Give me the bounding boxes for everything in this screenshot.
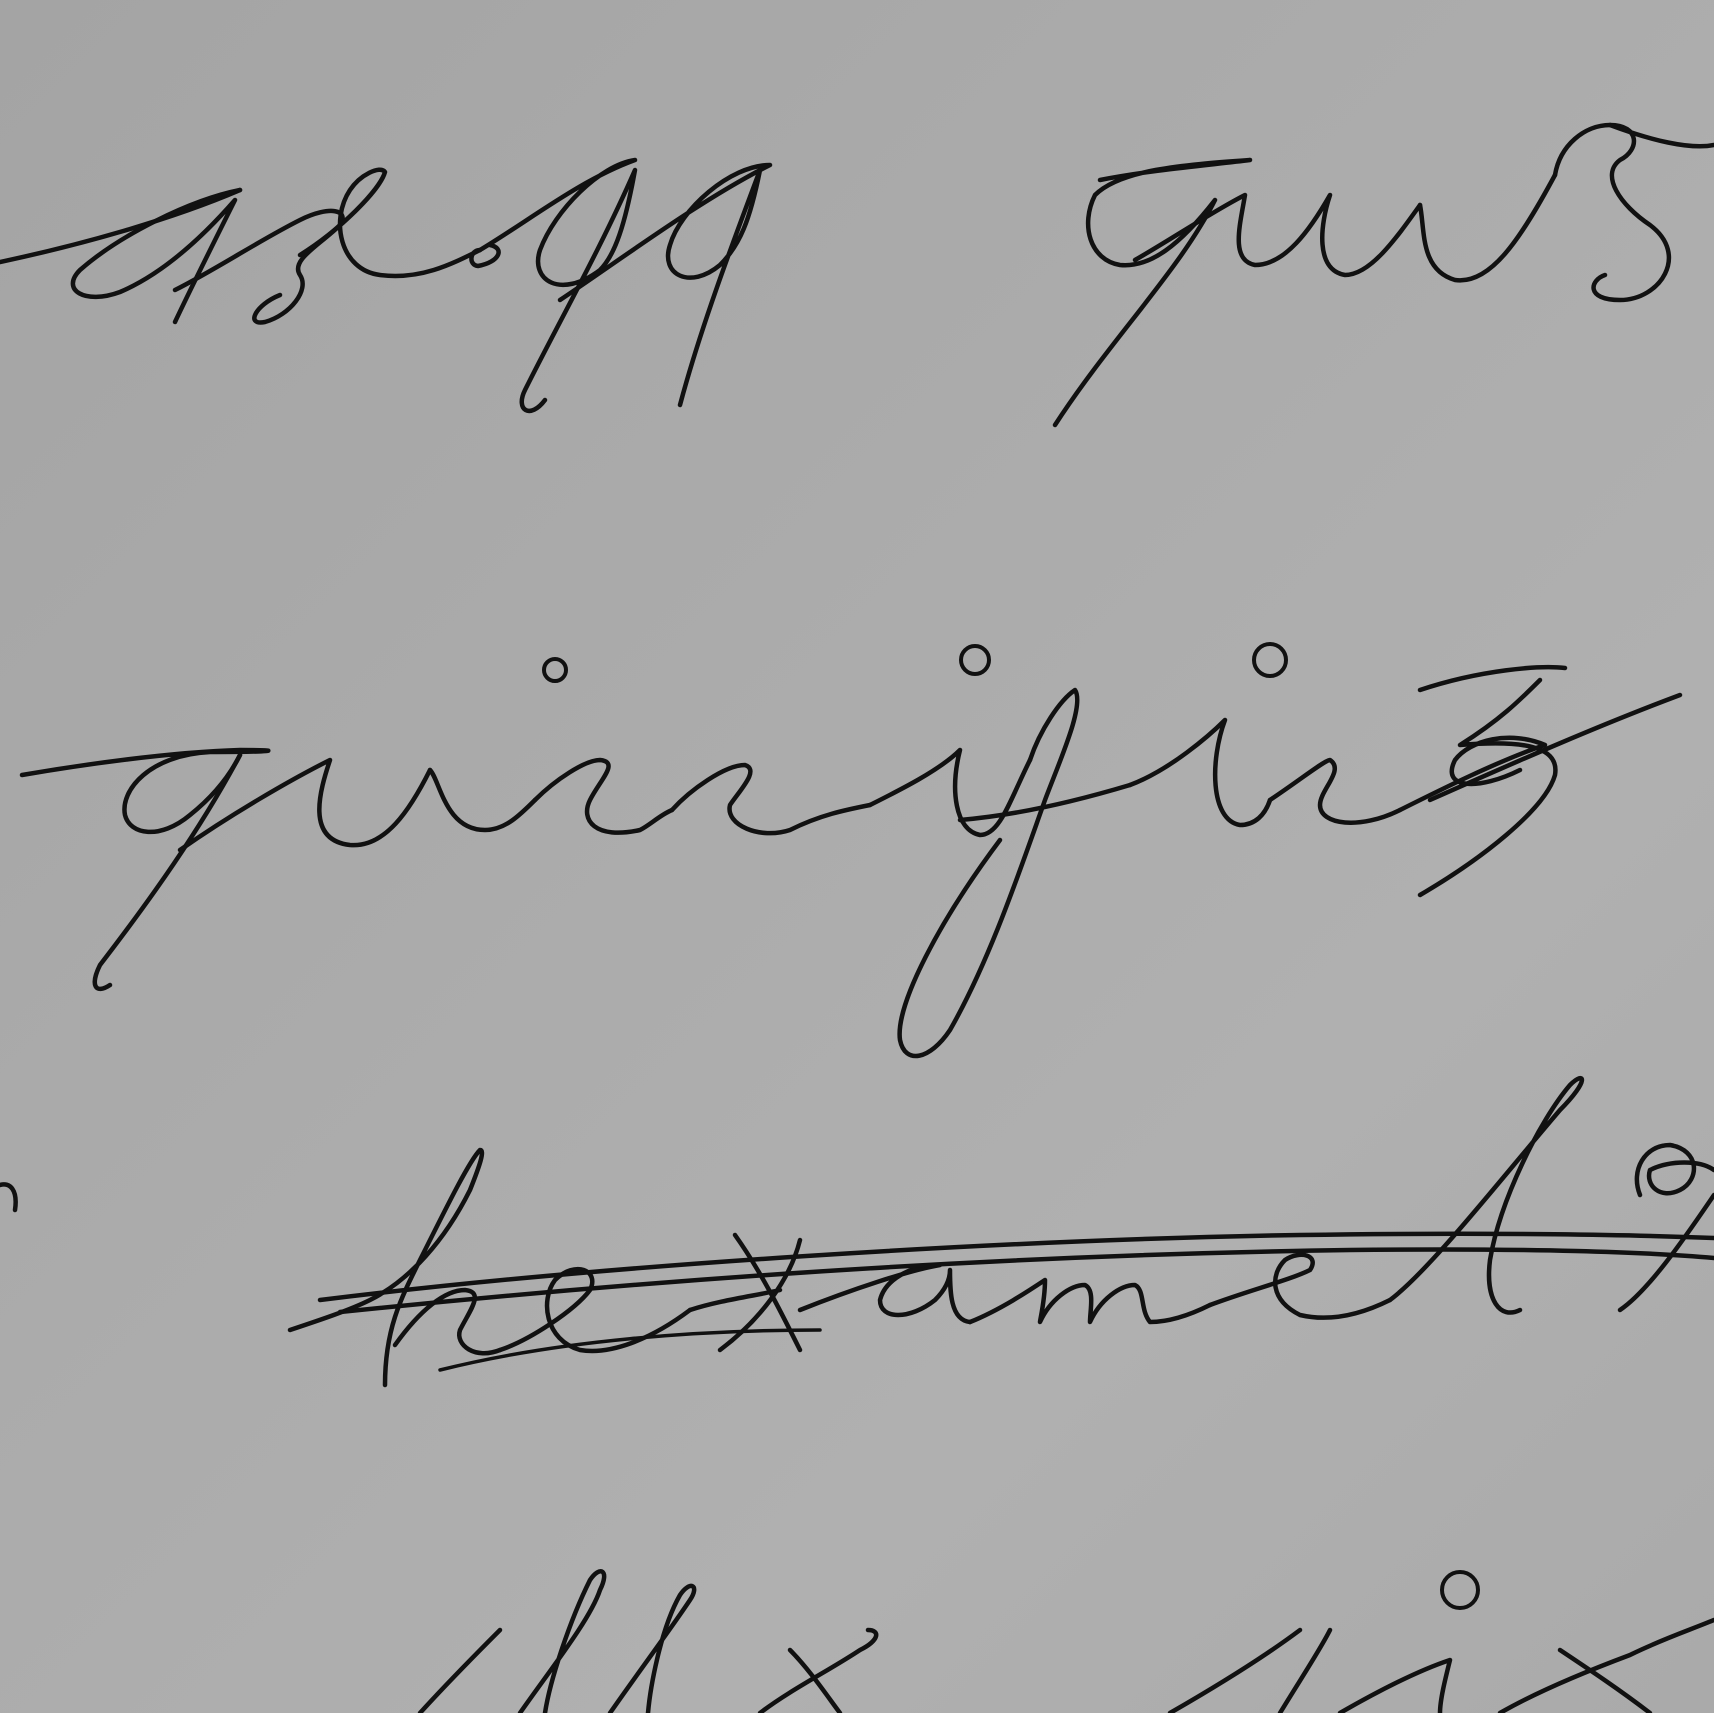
handwriting-aseqq <box>0 160 770 411</box>
handwriting-hexamel <box>0 1078 1714 1385</box>
handwriting-quizzifies <box>22 644 1680 1056</box>
handwriting-tix <box>1170 1572 1714 1713</box>
handwriting-bllex <box>420 1571 876 1713</box>
handwriting-quus <box>1055 125 1714 425</box>
